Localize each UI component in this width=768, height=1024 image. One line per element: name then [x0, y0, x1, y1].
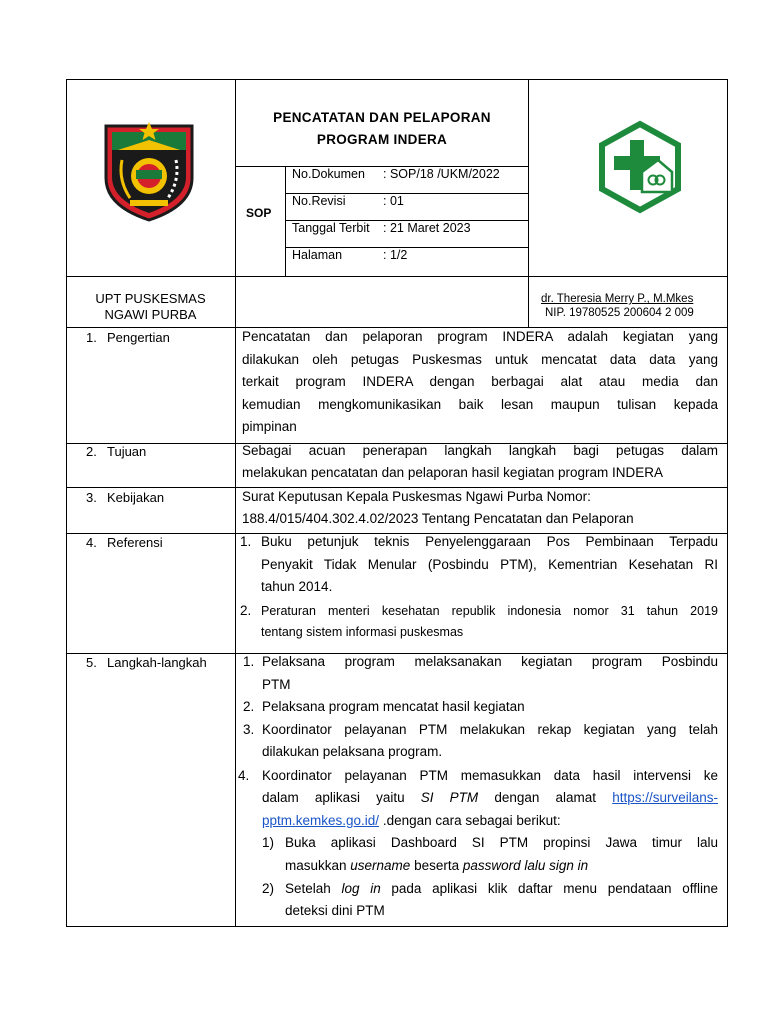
- meta-value-halaman: : 1/2: [383, 248, 408, 262]
- pengertian-text: kemudian mengkomunikasikan baik lesan maupun tulisan kepada: [242, 397, 718, 412]
- tujuan-text: Sebagai acuan penerapan langkah langkah bagi petugas dalam: [242, 443, 718, 458]
- tujuan-text: melakukan pencatatan dan pelaporan hasil kegiatan program INDERA: [242, 465, 664, 480]
- langkah-item-text: Pelaksana program mencatat hasil kegiatan: [262, 699, 525, 714]
- body-divider: [235, 327, 236, 927]
- langkah-item-text: Koordinator pelayanan PTM memasukkan data hasil intervensi ke: [262, 768, 718, 783]
- pengertian-text: Pencatatan dan pelaporan program INDERA adalah kegiatan yang: [242, 329, 718, 344]
- document-title-line2: PROGRAM INDERA: [316, 132, 448, 147]
- org-name-line2: NGAWI PURBA: [104, 307, 197, 322]
- signer-name: dr. Theresia Merry P., M.Mkes: [541, 293, 694, 305]
- langkah-subitem-text: Buka aplikasi Dashboard SI PTM propinsi Jawa timur lalu: [285, 835, 718, 850]
- pengertian-text: dilakukan oleh petugas Puskesmas untuk mencatat data data yang: [242, 352, 718, 367]
- document-title: PENCATATAN DAN PELAPORAN: [273, 110, 491, 125]
- puskesmas-logo-icon: [596, 120, 684, 214]
- section-label-kebijakan: Kebijakan: [107, 490, 165, 505]
- sublist-number: 2): [262, 881, 275, 896]
- section-number: 1.: [86, 330, 97, 345]
- section-number: 5.: [86, 655, 97, 670]
- pengertian-text: terkait program INDERA dengan berbagai alat atau media dan: [242, 374, 718, 389]
- referensi-item-text: Peraturan menteri kesehatan republik indonesia nomor 31 tahun 2019: [261, 604, 718, 618]
- section-label-referensi: Referensi: [107, 535, 163, 550]
- section-number: 3.: [86, 490, 97, 505]
- referensi-item-text: tahun 2014.: [261, 579, 333, 594]
- meta-value-no-dokumen: : SOP/18 /UKM/2022: [383, 167, 500, 181]
- section-label-langkah: Langkah-langkah: [107, 655, 207, 670]
- list-number: 2.: [243, 699, 255, 714]
- referensi-item-text: Penyakit Tidak Menular (Posbindu PTM), Kementrian Kesehatan RI: [261, 557, 718, 572]
- langkah-item-text: pptm.kemkes.go.id/ .dengan cara sebagai berikut:: [262, 813, 561, 828]
- list-number: 3.: [243, 722, 255, 737]
- sop-label: SOP: [246, 206, 272, 220]
- meta-label-tanggal-terbit: Tanggal Terbit: [292, 221, 370, 235]
- sublist-number: 1): [262, 835, 275, 850]
- regency-logo-icon: [100, 120, 198, 222]
- list-number: 2.: [240, 603, 252, 618]
- section-number: 4.: [86, 535, 97, 550]
- langkah-item-text: dilakukan pelaksana program.: [262, 744, 443, 759]
- surveilans-link[interactable]: https://surveilans-: [612, 790, 718, 805]
- surveilans-link-cont[interactable]: pptm.kemkes.go.id/: [262, 813, 380, 828]
- header-divider-left: [235, 79, 236, 327]
- pengertian-text: pimpinan: [242, 419, 297, 434]
- langkah-subitem-text: masukkan username beserta password lalu sign in: [285, 858, 589, 873]
- meta-value-tanggal-terbit: : 21 Maret 2023: [383, 221, 471, 235]
- meta-value-no-revisi: : 01: [383, 194, 404, 208]
- meta-label-halaman: Halaman: [292, 248, 343, 262]
- section-label-tujuan: Tujuan: [107, 444, 147, 459]
- list-number: 1.: [240, 534, 252, 549]
- langkah-item-text: Pelaksana program melaksanakan kegiatan program Posbindu: [262, 654, 718, 669]
- langkah-subitem-text: Setelah log in pada aplikasi klik daftar menu pendataan offline: [285, 881, 718, 896]
- section-label-pengertian: Pengertian: [107, 330, 170, 345]
- kebijakan-text: 188.4/015/404.302.4.02/2023 Tentang Pencatatan dan Pelaporan: [242, 511, 634, 526]
- list-number: 4.: [238, 768, 250, 783]
- org-name: UPT PUSKESMAS: [95, 291, 206, 306]
- header-divider-right: [528, 79, 529, 327]
- langkah-item-text: dalam aplikasi yaitu SI PTM dengan alamat https://surveilans-: [262, 790, 718, 805]
- langkah-subitem-text: deteksi dini PTM: [285, 903, 385, 918]
- signer-nip: NIP. 19780525 200604 2 009: [545, 307, 694, 319]
- list-number: 1.: [243, 654, 255, 669]
- section-number: 2.: [86, 444, 97, 459]
- meta-label-no-revisi: No.Revisi: [292, 194, 346, 208]
- referensi-item-text: Buku petunjuk teknis Penyelenggaraan Pos Pembinaan Terpadu: [261, 534, 718, 549]
- meta-label-no-dokumen: No.Dokumen: [292, 167, 365, 181]
- header-bottom-line: [66, 276, 728, 277]
- referensi-item-text: tentang sistem informasi puskesmas: [261, 625, 464, 639]
- langkah-item-text: Koordinator pelayanan PTM melakukan rekap kegiatan yang telah: [262, 722, 718, 737]
- langkah-item-text: PTM: [262, 677, 291, 692]
- kebijakan-text: Surat Keputusan Kepala Puskesmas Ngawi Purba Nomor:: [242, 489, 591, 504]
- sop-divider: [285, 166, 286, 276]
